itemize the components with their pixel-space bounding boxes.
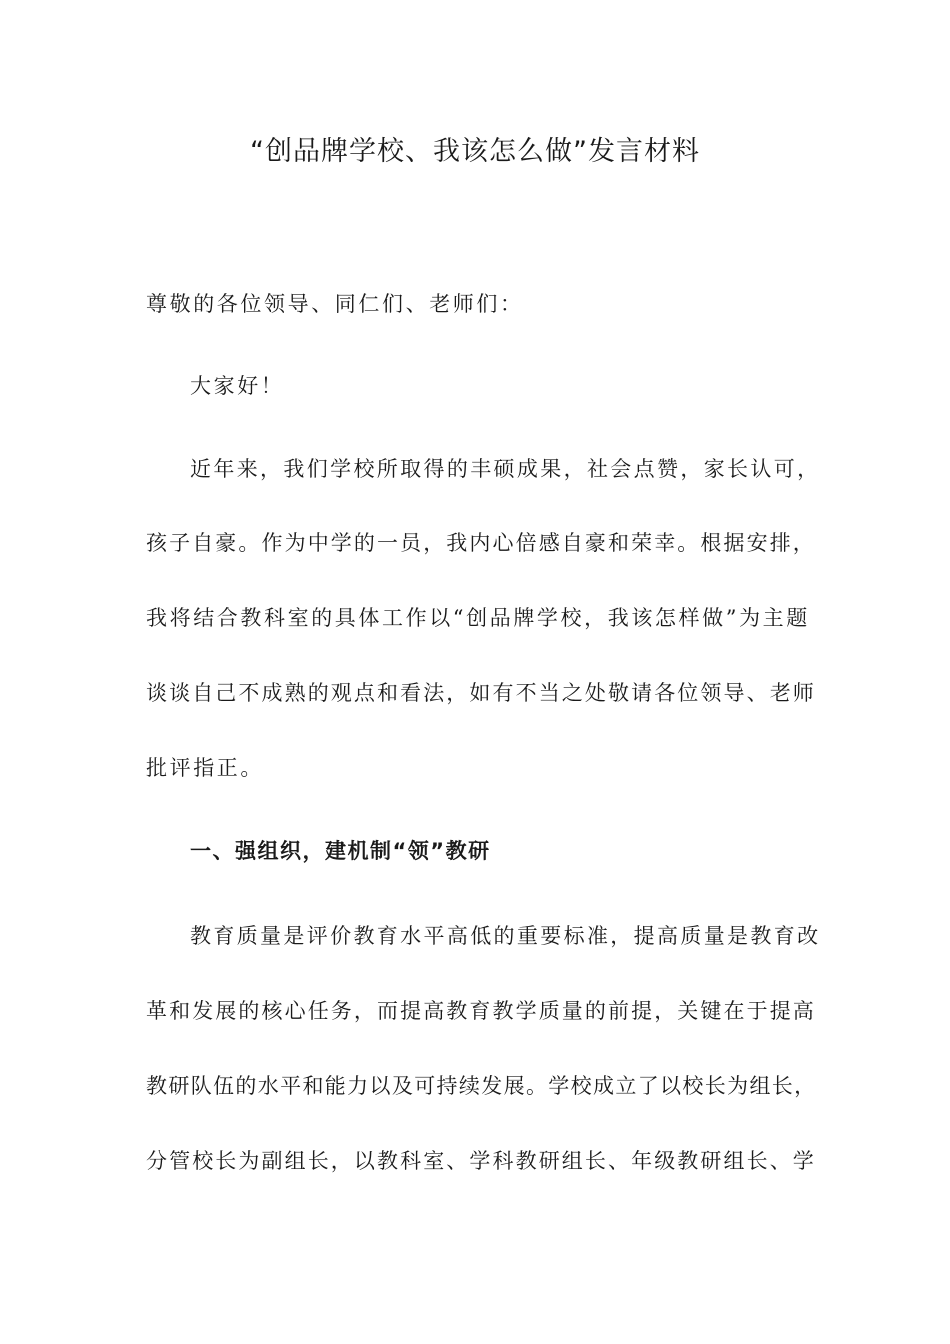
section-1-line-3: 教研队伍的水平和能力以及可持续发展。学校成立了以校长为组长， [146,1074,817,1098]
intro-line-4: 谈谈自己不成熟的观点和看法，如有不当之处敬请各位领导、老师 [146,681,816,705]
section-1-line-1: 教育质量是评价教育水平高低的重要标准，提高质量是教育改 [190,924,821,948]
intro-line-2: 孩子自豪。作为中学的一员，我内心倍感自豪和荣幸。根据安排， [146,531,816,555]
intro-line-3: 我将结合教科室的具体工作以“创品牌学校，我该怎样做”为主题 [146,606,810,630]
document-title: “创品牌学校、我该怎么做”发言材料 [250,136,700,167]
section-1-line-4: 分管校长为副组长，以教科室、学科教研组长、年级教研组长、学 [146,1149,816,1173]
intro-line-5: 批评指正。 [146,756,264,780]
section-1-heading: 一、强组织，建机制“领”教研 [190,839,491,863]
salutation: 尊敬的各位领导、同仁们、老师们： [146,292,524,316]
intro-line-1: 近年来，我们学校所取得的丰硕成果，社会点赞，家长认可， [190,457,821,481]
section-1-line-2: 革和发展的核心任务，而提高教育教学质量的前提，关键在于提高 [146,999,816,1023]
greeting: 大家好！ [190,374,285,398]
